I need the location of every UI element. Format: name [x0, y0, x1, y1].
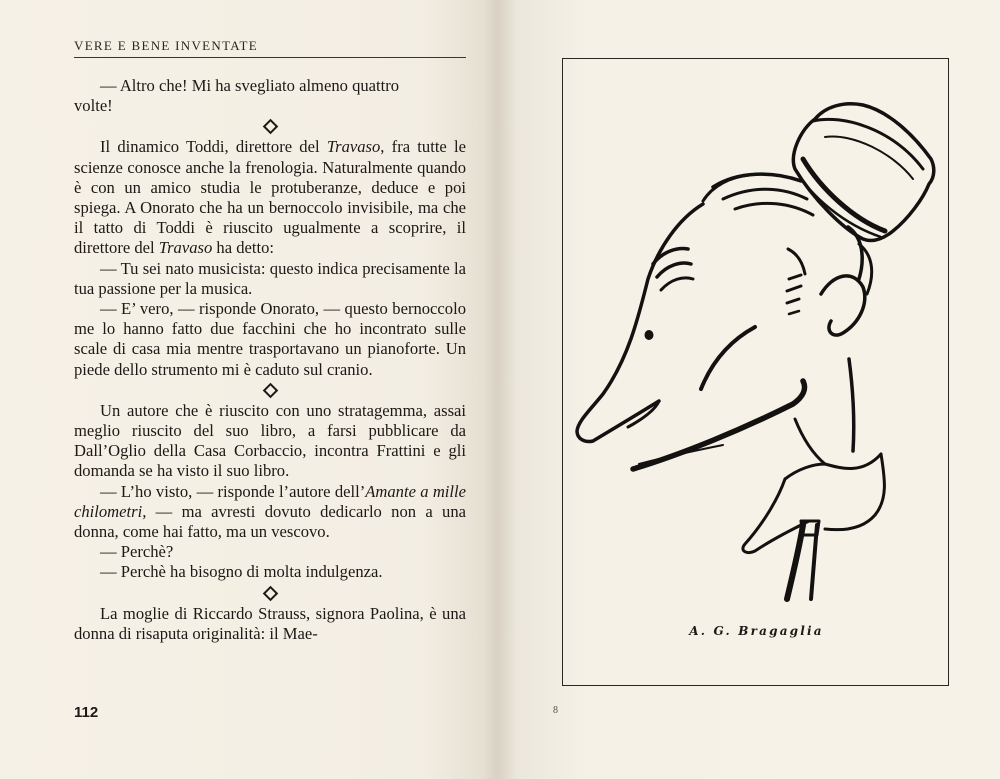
- section-ornament-icon: [74, 583, 466, 604]
- section-ornament-icon: [74, 116, 466, 137]
- page-number: 112: [74, 704, 99, 721]
- paragraph: — Perchè ha bisogno di molta indulgenza.: [100, 562, 383, 582]
- paragraph: — E’ vero, — risponde Onorato, — questo bernoccolo me lo hanno fatto due facchini che ho incontrato sulle scale di casa mia mentre trasportavano un pianoforte. Un piede dello strumento mi è caduto sul cranio.: [74, 299, 466, 379]
- header-rule: [74, 57, 466, 58]
- paragraph: Il dinamico Toddi, direttore del Travaso, fra tutte le scienze conosce anche la frenologia. Naturalmente quando è con un amico studia le protuberanze, deduce e poi spiega. A Onorato che ha un bernoccolo invisibile, ma che il tatto di Toddi è riuscito ugualmente a scoprire, il direttore del Travaso ha detto:: [74, 137, 466, 258]
- paragraph: — L’ho visto, — risponde l’autore dell’Amante a mille chilometri, — ma avresti dovuto dedicarlo non a una donna, come hai fatto, ma un vescovo.: [74, 481, 466, 542]
- running-head: VERE E BENE INVENTATE: [74, 38, 259, 53]
- left-page: [0, 0, 497, 779]
- paragraph: Un autore che è riuscito con uno stratagemma, assai meglio riuscito del suo libro, a farsi pubblicare da Dall’Oglio della Casa Corbaccio, incontra Frattini e gli domanda se ha visto il suo libro.: [74, 400, 466, 481]
- caricature-illustration: [563, 59, 950, 687]
- page-number: 8: [553, 705, 558, 716]
- paragraph: — Altro che! Mi ha svegliato almeno quattro volte!: [74, 76, 400, 116]
- paragraph: La moglie di Riccardo Strauss, signora Paolina, è una donna di risaputa originalità: il Mae-: [74, 603, 466, 643]
- paragraph: — Tu sei nato musicista: questo indica precisamente la tua passione per la musica.: [74, 258, 466, 298]
- paragraph: — Perchè?: [100, 542, 174, 562]
- body-text: [74, 76, 466, 644]
- section-ornament-icon: [74, 380, 466, 401]
- illustration-caption: A. G. Bragaglia: [689, 624, 824, 638]
- eye-mark: [645, 330, 654, 340]
- caricature-plate: [562, 58, 949, 686]
